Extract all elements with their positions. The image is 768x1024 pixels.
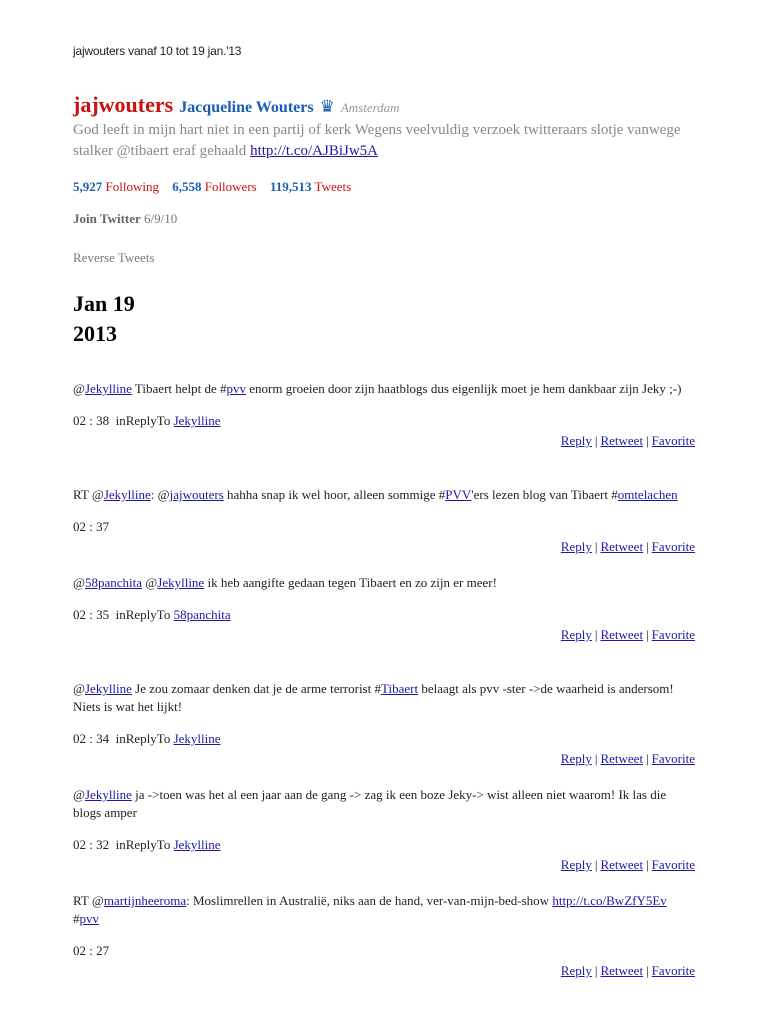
date-heading-day: Jan 19 <box>73 291 135 316</box>
favorite-button[interactable]: Favorite <box>651 433 695 448</box>
tweet-item <box>73 786 695 892</box>
tweet-text <box>73 574 695 592</box>
tweet-item <box>73 892 695 998</box>
tweet-text-part: @ <box>73 681 85 696</box>
profile-bio <box>73 120 703 162</box>
tweet-time: 02 : 37 <box>73 519 110 534</box>
action-separator: | <box>594 433 598 448</box>
date-heading <box>73 289 135 349</box>
hashtag-link[interactable]: pvv <box>226 381 247 396</box>
profile-block <box>73 92 713 162</box>
tweet-meta <box>73 836 695 854</box>
reply-button[interactable]: Reply <box>560 433 592 448</box>
tweet-meta <box>73 942 695 960</box>
in-reply-link[interactable]: 58panchita <box>173 607 231 622</box>
tweet-list <box>73 380 695 998</box>
tweet-text-part: RT @ <box>73 893 104 908</box>
retweet-button[interactable]: Retweet <box>600 433 644 448</box>
favorite-button[interactable]: Favorite <box>651 627 695 642</box>
retweet-button[interactable]: Retweet <box>600 963 644 978</box>
tweet-text <box>73 380 695 398</box>
hashtag-link[interactable]: pvv <box>79 911 99 926</box>
bio-link[interactable]: http://t.co/AJBiJw5A <box>250 143 378 159</box>
favorite-button[interactable]: Favorite <box>651 539 695 554</box>
following-label[interactable]: Following <box>105 179 159 194</box>
url-link[interactable]: http://t.co/BwZfY5Ev <box>552 893 667 908</box>
tweet-meta <box>73 412 695 430</box>
favorite-button[interactable]: Favorite <box>651 963 695 978</box>
mention-link[interactable]: 58panchita <box>84 575 143 590</box>
action-separator: | <box>646 433 649 448</box>
reverse-tweets-label: Reverse Tweets <box>73 250 155 265</box>
mention-link[interactable]: jajwouters <box>169 487 224 502</box>
tweet-text <box>73 680 695 716</box>
followers-label[interactable]: Followers <box>204 179 257 194</box>
tweet-time: 02 : 35 <box>73 607 110 622</box>
join-value: 6/9/10 <box>144 211 178 226</box>
tweet-text-part: hahha snap ik wel hoor, alleen sommige # <box>223 487 446 502</box>
date-heading-year: 2013 <box>73 321 117 346</box>
action-separator: | <box>646 751 649 766</box>
crown-icon: ♛ <box>319 97 335 116</box>
tweet-item <box>73 380 695 486</box>
tweet-time: 02 : 27 <box>73 943 110 958</box>
in-reply-link[interactable]: Jekylline <box>173 837 221 852</box>
tweet-text-part: : @ <box>150 487 170 502</box>
reply-button[interactable]: Reply <box>560 539 592 554</box>
tweet-actions <box>73 856 695 874</box>
tweet-text <box>73 486 695 504</box>
tweet-text <box>73 786 695 822</box>
profile-handle[interactable]: jajwouters <box>73 92 174 117</box>
reply-button[interactable]: Reply <box>560 627 592 642</box>
retweet-button[interactable]: Retweet <box>600 627 644 642</box>
tweet-text-part: @ <box>73 575 85 590</box>
hashtag-link[interactable]: omtelachen <box>617 487 678 502</box>
tweets-count[interactable]: 119,513 <box>269 179 312 194</box>
tweet-actions <box>73 750 695 768</box>
action-separator: | <box>646 627 649 642</box>
mention-link[interactable]: Jekylline <box>103 487 151 502</box>
in-reply-label: inReplyTo <box>115 413 171 428</box>
in-reply-label: inReplyTo <box>115 837 171 852</box>
tweet-text-part: enorm groeien door zijn haatblogs dus eigenlijk moet je hem dankbaar zijn Jeky ;-) <box>246 381 682 396</box>
retweet-button[interactable]: Retweet <box>600 751 644 766</box>
mention-link[interactable]: Jekylline <box>84 681 132 696</box>
tweet-text-part: Tibaert helpt de # <box>131 381 227 396</box>
tweet-text-part: Je zou zomaar denken dat je de arme terrorist # <box>131 681 381 696</box>
profile-location: Amsterdam <box>340 100 400 115</box>
tweet-text <box>73 892 695 928</box>
favorite-button[interactable]: Favorite <box>651 857 695 872</box>
document-header: jajwouters vanaf 10 tot 19 jan.'13 <box>73 44 242 58</box>
in-reply-link[interactable]: Jekylline <box>173 731 221 746</box>
tweet-text-part: ja ->toen was het al een jaar aan de gang -> zag ik een boze Jeky-> wist alleen niet waarom! Ik las die blogs amper <box>73 787 667 820</box>
tweet-time: 02 : 38 <box>73 413 110 428</box>
tweet-actions <box>73 432 695 450</box>
action-separator: | <box>594 751 598 766</box>
action-separator: | <box>594 539 598 554</box>
tweet-item <box>73 574 695 680</box>
mention-link[interactable]: Jekylline <box>157 575 205 590</box>
action-separator: | <box>594 963 598 978</box>
tweet-meta <box>73 606 695 624</box>
tweet-text-part: # <box>73 911 80 926</box>
bio-text: God leeft in mijn hart niet in een partij of kerk Wegens veelvuldig verzoek twitteraars slotje vanwege stalker @tibaert eraf gehaald <box>73 122 681 159</box>
tweet-meta <box>73 518 695 536</box>
action-separator: | <box>646 539 649 554</box>
hashtag-link[interactable]: Tibaert <box>380 681 419 696</box>
tweet-text-part: 'ers lezen blog van Tibaert # <box>471 487 618 502</box>
followers-count[interactable]: 6,558 <box>172 179 202 194</box>
profile-full-name[interactable]: Jacqueline Wouters <box>179 99 314 116</box>
tweet-actions <box>73 626 695 644</box>
mention-link[interactable]: martijnheeroma <box>103 893 187 908</box>
tweet-text-part: @ <box>73 381 85 396</box>
action-separator: | <box>646 857 649 872</box>
join-date <box>73 211 177 227</box>
tweet-actions <box>73 962 695 980</box>
action-separator: | <box>594 627 598 642</box>
hashtag-link[interactable]: PVV <box>445 487 472 502</box>
tweet-item <box>73 680 695 786</box>
reply-button[interactable]: Reply <box>560 963 592 978</box>
tweet-item <box>73 486 695 574</box>
tweet-text-part: ik heb aangifte gedaan tegen Tibaert en zo zijn er meer! <box>204 575 497 590</box>
in-reply-label: inReplyTo <box>115 731 171 746</box>
action-separator: | <box>594 857 598 872</box>
reply-button[interactable]: Reply <box>560 751 592 766</box>
tweet-time: 02 : 32 <box>73 837 110 852</box>
tweet-text-part: @ <box>73 787 85 802</box>
mention-link[interactable]: Jekylline <box>84 787 132 802</box>
profile-name-row <box>73 92 713 118</box>
tweet-actions <box>73 538 695 556</box>
tweet-meta <box>73 730 695 748</box>
following-count[interactable]: 5,927 <box>73 179 103 194</box>
retweet-button[interactable]: Retweet <box>600 539 644 554</box>
tweet-text-part: @ <box>142 575 158 590</box>
favorite-button[interactable]: Favorite <box>651 751 695 766</box>
tweet-text-part: RT @ <box>73 487 104 502</box>
join-label: Join Twitter <box>73 211 141 226</box>
tweet-time: 02 : 34 <box>73 731 110 746</box>
in-reply-link[interactable]: Jekylline <box>173 413 221 428</box>
tweet-text-part: : Moslimrellen in Australië, niks aan de hand, ver-van-mijn-bed-show <box>186 893 553 908</box>
tweets-label[interactable]: Tweets <box>314 179 352 194</box>
profile-stats <box>73 179 361 195</box>
in-reply-label: inReplyTo <box>115 607 171 622</box>
retweet-button[interactable]: Retweet <box>600 857 644 872</box>
tweet-text-part: belaagt als pvv -ster ->de waarheid is andersom! Niets is wat het lijkt! <box>73 681 674 714</box>
reply-button[interactable]: Reply <box>560 857 592 872</box>
mention-link[interactable]: Jekylline <box>84 381 132 396</box>
action-separator: | <box>646 963 649 978</box>
